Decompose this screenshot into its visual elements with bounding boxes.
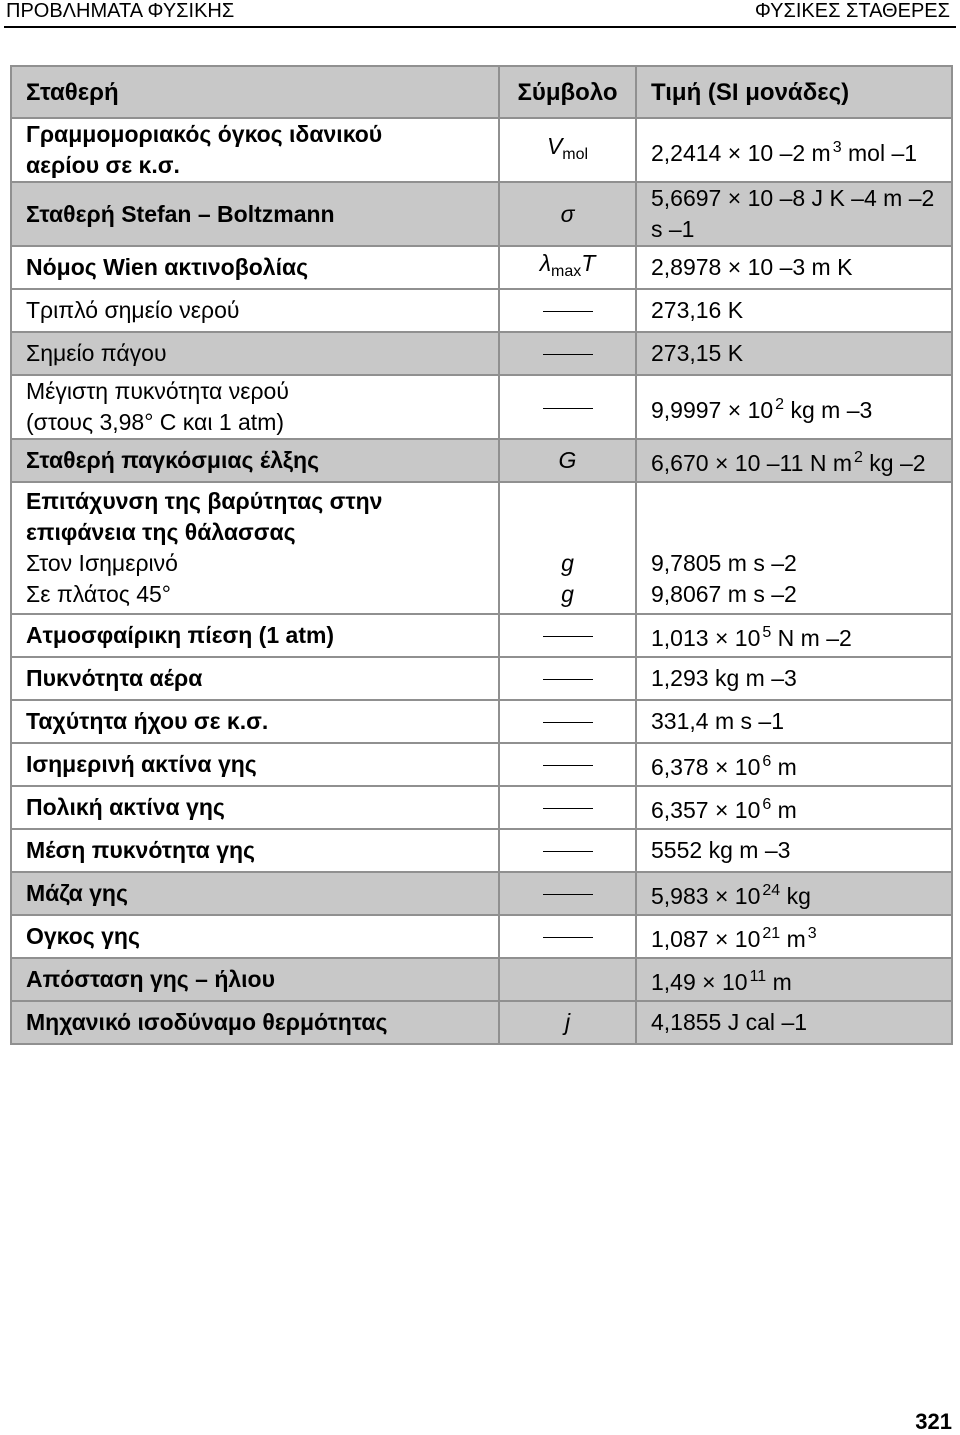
running-header-right: ΦΥΣΙΚΕΣ ΣΤΑΘΕΡΕΣ (754, 0, 950, 22)
value-cell: 273,15 K (636, 332, 952, 375)
value-cell: 2,2414 × 10 –2 m $^3$ mol –1 (636, 118, 952, 182)
sub-quantity-equator: Στον Ισημερινό (26, 550, 178, 576)
symbol-cell (499, 482, 636, 614)
symbol-cell (499, 289, 636, 332)
table-row (11, 700, 952, 743)
quantity-cell: Μάζα γης (11, 872, 499, 915)
value-cell: 5552 kg m –3 (636, 829, 952, 872)
dash-mark (543, 851, 593, 852)
value-cell: 1,49 × 10 $^{11}$ m (636, 958, 952, 1001)
dash-mark (543, 408, 593, 409)
table-row (11, 482, 952, 614)
symbol-cell (499, 786, 636, 829)
page-number: 321 (915, 1409, 952, 1434)
running-header-left: ΠΡΟΒΛΗΜΑΤΑ ΦΥΣΙΚΗΣ (6, 0, 235, 22)
symbol-subscript: mol (562, 145, 589, 163)
value-cell: 6,378 × 10 $^6$ m (636, 743, 952, 786)
table-row (11, 829, 952, 872)
symbol-cell: G (499, 439, 636, 482)
dash-mark (543, 937, 593, 938)
value-cell: 2,8978 × 10 –3 m K (636, 246, 952, 289)
header-rule (4, 26, 956, 28)
quantity-cell: Ογκος γης (11, 915, 499, 958)
value-cell: 1,013 × 10 $^5$ N m –2 (636, 614, 952, 657)
symbol-cell (499, 246, 636, 289)
dash-mark (543, 311, 593, 312)
constants-table (10, 65, 953, 1045)
table-row (11, 958, 952, 1001)
value-cell: 1,293 kg m –3 (636, 657, 952, 700)
symbol-cell (499, 743, 636, 786)
table-row (11, 614, 952, 657)
dash-mark (543, 894, 593, 895)
table-row (11, 118, 952, 182)
symbol-cell (499, 332, 636, 375)
symbol-cell (499, 118, 636, 182)
quantity-cell (11, 375, 499, 439)
header-value: Τιμή (SI μονάδες) (636, 66, 952, 118)
value-cell: 9,9997 × 10 $^2$ kg m –3 (636, 375, 952, 439)
quantity-cell: Σταθερή παγκόσμιας έλξης (11, 439, 499, 482)
table-row (11, 786, 952, 829)
value-cell: 6,670 × 10 –11 N m $^2$ kg –2 (636, 439, 952, 482)
table-row (11, 439, 952, 482)
table-row (11, 375, 952, 439)
quantity-cell: Μέση πυκνότητα γης (11, 829, 499, 872)
quantity-line: επιφάνεια της θάλασσας (26, 519, 296, 545)
symbol-cell (499, 700, 636, 743)
symbol-cell (499, 375, 636, 439)
quantity-cell: Νόμος Wien ακτινοβολίας (11, 246, 499, 289)
symbol-cell (499, 872, 636, 915)
value-cell (636, 482, 952, 614)
value-cell: 1,087 × 10 $^{21}$ m $^3$ (636, 915, 952, 958)
quantity-cell: Τριπλό σημείο νερού (11, 289, 499, 332)
quantity-cell: Ισημερινή ακτίνα γης (11, 743, 499, 786)
quantity-line: Επιτάχυνση της βαρύτητας στην (26, 488, 383, 514)
table-row (11, 915, 952, 958)
quantity-cell: Ατμοσφαίρικη πίεση (1 atm) (11, 614, 499, 657)
symbol-main: λ (539, 250, 552, 276)
dash-mark (543, 722, 593, 723)
symbol-after: T (581, 250, 596, 276)
quantity-cell: Πυκνότητα αέρα (11, 657, 499, 700)
dash-mark (543, 636, 593, 637)
table-row (11, 657, 952, 700)
symbol-g: g (561, 550, 574, 576)
table-row (11, 1001, 952, 1044)
table-row (11, 872, 952, 915)
symbol-cell (499, 958, 636, 1001)
symbol-subscript: max (551, 263, 582, 280)
symbol-cell (499, 829, 636, 872)
value-cell: 4,1855 J cal –1 (636, 1001, 952, 1044)
dash-mark (543, 808, 593, 809)
quantity-line: Μέγιστη πυκνότητα νερού (26, 378, 289, 404)
value-cell: 5,983 × 10 $^{24}$ kg (636, 872, 952, 915)
symbol-g: g (561, 581, 574, 607)
table-row (11, 289, 952, 332)
quantity-cell (11, 118, 499, 182)
symbol-cell (499, 657, 636, 700)
dash-mark (543, 679, 593, 680)
header-quantity: Σταθερή (11, 66, 499, 118)
table-row (11, 332, 952, 375)
value-cell: 273,16 K (636, 289, 952, 332)
quantity-line: (στους 3,98° C και 1 atm) (26, 409, 285, 435)
quantity-cell: Απόσταση γης – ήλιου (11, 958, 499, 1001)
symbol-cell (499, 915, 636, 958)
header-symbol: Σύμβολο (499, 66, 636, 118)
sub-quantity-latitude: Σε πλάτος 45° (26, 581, 171, 607)
table-header-row (11, 66, 952, 118)
quantity-line: Γραμμομοριακός όγκος ιδανικού (26, 121, 383, 147)
symbol-main: V (546, 132, 563, 159)
quantity-cell: Πολική ακτίνα γης (11, 786, 499, 829)
quantity-cell: Ταχύτητα ήχου σε κ.σ. (11, 700, 499, 743)
value-cell: 6,357 × 10 $^6$ m (636, 786, 952, 829)
quantity-line: αερίου σε κ.σ. (26, 152, 180, 178)
value-cell: 331,4 m s –1 (636, 700, 952, 743)
value-equator: 9,7805 m s –2 (651, 550, 797, 576)
quantity-cell: Σταθερή Stefan – Boltzmann (11, 182, 499, 246)
value-cell: 5,6697 × 10 –8 J K –4 m –2 s –1 (636, 182, 952, 246)
table-row (11, 246, 952, 289)
quantity-cell (11, 482, 499, 614)
table-row (11, 743, 952, 786)
dash-mark (543, 354, 593, 355)
value-latitude: 9,8067 m s –2 (651, 581, 797, 607)
dash-mark (543, 765, 593, 766)
symbol-cell: σ (499, 182, 636, 246)
quantity-cell: Σημείο πάγου (11, 332, 499, 375)
symbol-cell: j (499, 1001, 636, 1044)
symbol-cell (499, 614, 636, 657)
quantity-cell: Μηχανικό ισοδύναμο θερμότητας (11, 1001, 499, 1044)
table-row (11, 182, 952, 246)
